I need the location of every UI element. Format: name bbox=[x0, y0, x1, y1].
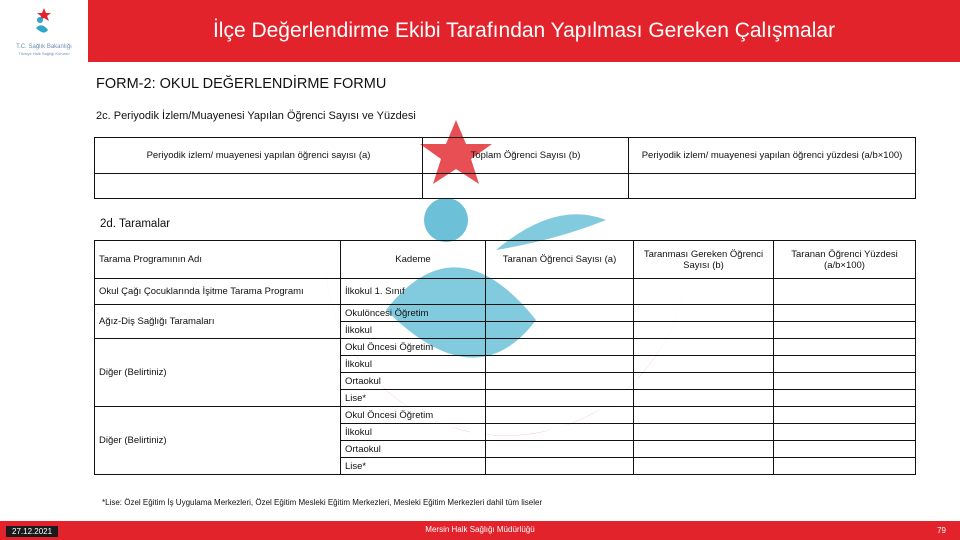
input-cell[interactable] bbox=[634, 441, 774, 458]
input-cell[interactable] bbox=[634, 279, 774, 305]
logo-subtext: Türkiye Halk Sağlığı Kurumu bbox=[18, 51, 70, 56]
page-number: 79 bbox=[937, 526, 946, 535]
table-2c bbox=[94, 137, 916, 199]
level-cell: Ortaokul bbox=[341, 441, 486, 458]
input-cell[interactable] bbox=[774, 279, 916, 305]
input-cell[interactable] bbox=[629, 174, 916, 199]
input-cell[interactable] bbox=[774, 458, 916, 475]
level-cell: Lise* bbox=[341, 458, 486, 475]
level-cell: İlkokul 1. Sınıf bbox=[341, 279, 486, 305]
input-cell[interactable] bbox=[486, 458, 634, 475]
level-cell: İlkokul bbox=[341, 322, 486, 339]
input-cell[interactable] bbox=[634, 407, 774, 424]
input-cell[interactable] bbox=[486, 339, 634, 356]
input-cell[interactable] bbox=[486, 373, 634, 390]
section-2d-title: 2d. Taramalar bbox=[100, 218, 171, 230]
input-cell[interactable] bbox=[634, 356, 774, 373]
input-cell[interactable] bbox=[486, 407, 634, 424]
input-cell[interactable] bbox=[634, 424, 774, 441]
footer-organization: Mersin Halk Sağlığı Müdürlüğü bbox=[425, 525, 535, 534]
input-cell[interactable] bbox=[634, 458, 774, 475]
input-cell[interactable] bbox=[774, 424, 916, 441]
input-cell[interactable] bbox=[486, 390, 634, 407]
program-name: Ağız-Diş Sağlığı Taramaları bbox=[95, 305, 341, 339]
input-cell[interactable] bbox=[486, 356, 634, 373]
level-cell: Ortaokul bbox=[341, 373, 486, 390]
input-cell[interactable] bbox=[774, 339, 916, 356]
input-cell[interactable] bbox=[634, 339, 774, 356]
footnote: *Lise: Özel Eğitim İş Uygulama Merkezleri, Özel Eğitim Mesleki Eğitim Merkezleri, Mesleki Eğitim Merkezleri dahil tüm liseler bbox=[102, 498, 543, 507]
program-name: Diğer (Belirtiniz) bbox=[95, 339, 341, 407]
input-cell[interactable] bbox=[634, 373, 774, 390]
level-cell: Lise* bbox=[341, 390, 486, 407]
input-cell[interactable] bbox=[634, 305, 774, 322]
footer-date: 27.12.2021 bbox=[6, 526, 58, 537]
column-header: Taranan Öğrenci Yüzdesi (a/b×100) bbox=[774, 241, 916, 279]
input-cell[interactable] bbox=[634, 322, 774, 339]
input-cell[interactable] bbox=[423, 174, 629, 199]
form-title: FORM-2: OKUL DEĞERLENDİRME FORMU bbox=[96, 76, 387, 92]
input-cell[interactable] bbox=[774, 390, 916, 407]
level-cell: Okul Öncesi Öğretim bbox=[341, 339, 486, 356]
input-cell[interactable] bbox=[774, 407, 916, 424]
table-2d bbox=[94, 240, 916, 475]
level-cell: İlkokul bbox=[341, 424, 486, 441]
footer-bar bbox=[0, 521, 960, 540]
input-cell[interactable] bbox=[95, 174, 423, 199]
ministry-emblem-icon bbox=[22, 4, 66, 44]
column-header: Taranan Öğrenci Sayısı (a) bbox=[486, 241, 634, 279]
input-cell[interactable] bbox=[486, 322, 634, 339]
input-cell[interactable] bbox=[774, 441, 916, 458]
input-cell[interactable] bbox=[486, 305, 634, 322]
column-header: Toplam Öğrenci Sayısı (b) bbox=[423, 138, 629, 174]
input-cell[interactable] bbox=[774, 356, 916, 373]
column-header: Kademe bbox=[341, 241, 486, 279]
level-cell: Okul Öncesi Öğretim bbox=[341, 407, 486, 424]
section-2c-title: 2c. Periyodik İzlem/Muayenesi Yapılan Öğrenci Sayısı ve Yüzdesi bbox=[96, 110, 416, 122]
logo-text: T.C. Sağlık Bakanlığı bbox=[16, 44, 72, 50]
input-cell[interactable] bbox=[486, 441, 634, 458]
level-cell: Okulöncesi Öğretim bbox=[341, 305, 486, 322]
input-cell[interactable] bbox=[774, 373, 916, 390]
input-cell[interactable] bbox=[774, 322, 916, 339]
page-title: İlçe Değerlendirme Ekibi Tarafından Yapılması Gereken Çalışmalar bbox=[212, 19, 836, 42]
header-bar bbox=[0, 0, 960, 62]
input-cell[interactable] bbox=[774, 305, 916, 322]
input-cell[interactable] bbox=[486, 279, 634, 305]
column-header: Periyodik izlem/ muayenesi yapılan öğrenci sayısı (a) bbox=[95, 138, 423, 174]
program-name: Diğer (Belirtiniz) bbox=[95, 407, 341, 475]
column-header: Periyodik izlem/ muayenesi yapılan öğrenci yüzdesi (a/b×100) bbox=[629, 138, 916, 174]
column-header: Taranması Gereken Öğrenci Sayısı (b) bbox=[634, 241, 774, 279]
ministry-logo bbox=[0, 0, 88, 62]
column-header: Tarama Programının Adı bbox=[95, 241, 341, 279]
level-cell: İlkokul bbox=[341, 356, 486, 373]
input-cell[interactable] bbox=[486, 424, 634, 441]
input-cell[interactable] bbox=[634, 390, 774, 407]
program-name: Okul Çağı Çocuklarında İşitme Tarama Programı bbox=[95, 279, 341, 305]
